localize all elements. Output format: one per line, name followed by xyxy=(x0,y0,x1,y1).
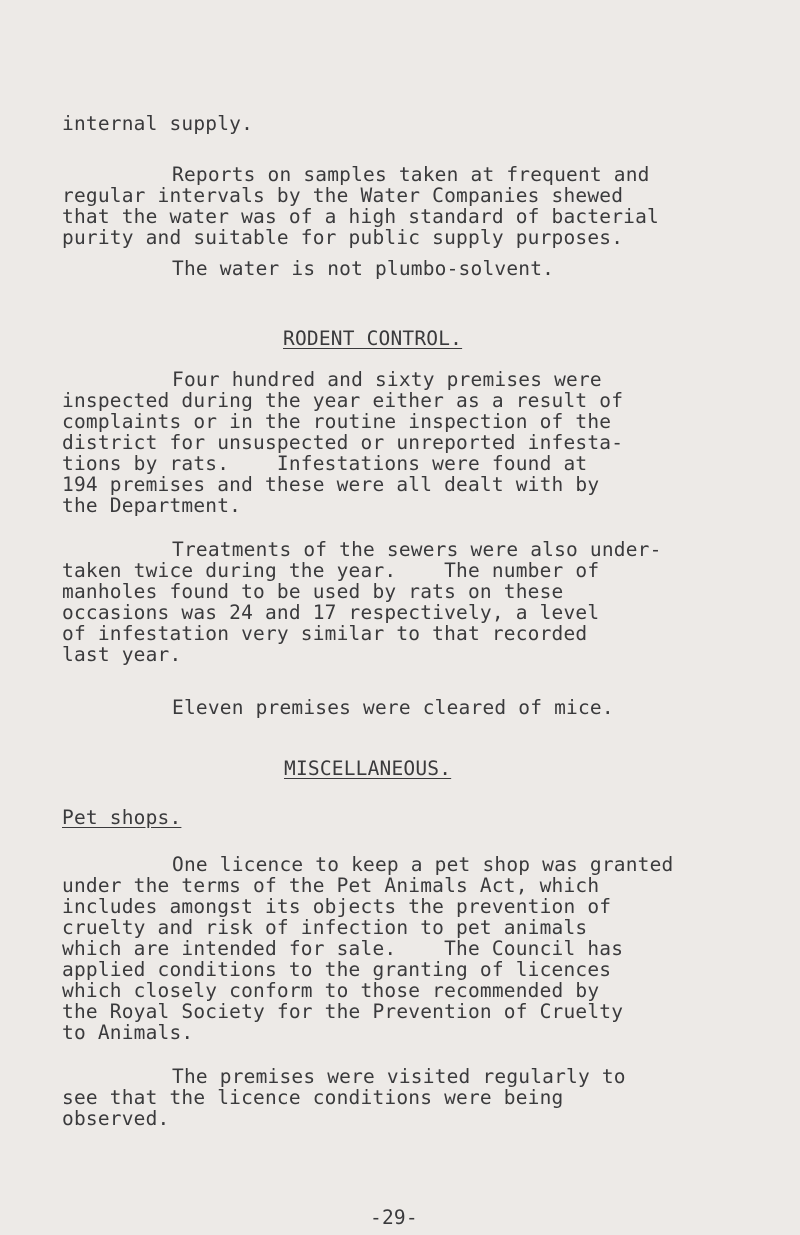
text-line: manholes found to be used by rats on these xyxy=(62,580,564,603)
text-line: Reports on samples taken at frequent and xyxy=(172,163,650,186)
text-line: purity and suitable for public supply purposes. xyxy=(62,226,624,249)
text-line: the Royal Society for the Prevention of Cruelty xyxy=(62,1000,624,1023)
text-line: which closely conform to those recommended by xyxy=(62,979,600,1002)
text-line: 194 premises and these were all dealt with by xyxy=(62,473,600,496)
heading-miscellaneous: MISCELLANEOUS. xyxy=(284,757,452,780)
paragraph-mice xyxy=(62,697,742,718)
paragraph-premises-visited xyxy=(62,1066,742,1129)
paragraph-internal-supply xyxy=(62,113,742,134)
text-line: which are intended for sale. The Council has xyxy=(62,937,624,960)
text-line: The water is not plumbo-solvent. xyxy=(172,257,555,280)
text-line: last year. xyxy=(62,643,182,666)
subheading-pet-shops: Pet shops. xyxy=(62,806,182,829)
text-line: that the water was of a high standard of bacterial xyxy=(62,205,659,228)
paragraph-sewer-treatments xyxy=(62,539,742,665)
text-line: One licence to keep a pet shop was granted xyxy=(172,853,674,876)
paragraph-rodent-inspections xyxy=(62,369,742,516)
text-line: applied conditions to the granting of licences xyxy=(62,958,612,981)
text-line: internal supply. xyxy=(62,112,254,135)
text-line: inspected during the year either as a result of xyxy=(62,389,624,412)
text-line: the Department. xyxy=(62,494,242,517)
text-line: taken twice during the year. The number of xyxy=(62,559,600,582)
paragraph-plumbo-solvent xyxy=(62,258,742,279)
text-line: includes amongst its objects the prevention of xyxy=(62,895,612,918)
text-line: observed. xyxy=(62,1107,170,1130)
paragraph-water-reports xyxy=(62,164,742,248)
text-line: see that the licence conditions were being xyxy=(62,1086,564,1109)
text-line: Four hundred and sixty premises were xyxy=(172,368,602,391)
page-number: -29- xyxy=(370,1206,418,1229)
paragraph-pet-licence xyxy=(62,854,742,1043)
text-line: tions by rats. Infestations were found at xyxy=(62,452,588,475)
text-line: Treatments of the sewers were also under- xyxy=(172,538,662,561)
heading-rodent-control: RODENT CONTROL. xyxy=(283,327,463,350)
text-line: Eleven premises were cleared of mice. xyxy=(172,696,614,719)
text-line: to Animals. xyxy=(62,1021,194,1044)
text-line: district for unsuspected or unreported infesta- xyxy=(62,431,624,454)
text-line: of infestation very similar to that recorded xyxy=(62,622,588,645)
text-line: under the terms of the Pet Animals Act, which xyxy=(62,874,600,897)
text-line: regular intervals by the Water Companies shewed xyxy=(62,184,624,207)
text-line: complaints or in the routine inspection of the xyxy=(62,410,612,433)
text-line: occasions was 24 and 17 respectively, a level xyxy=(62,601,600,624)
text-line: cruelty and risk of infection to pet animals xyxy=(62,916,588,939)
text-line: The premises were visited regularly to xyxy=(172,1065,626,1088)
